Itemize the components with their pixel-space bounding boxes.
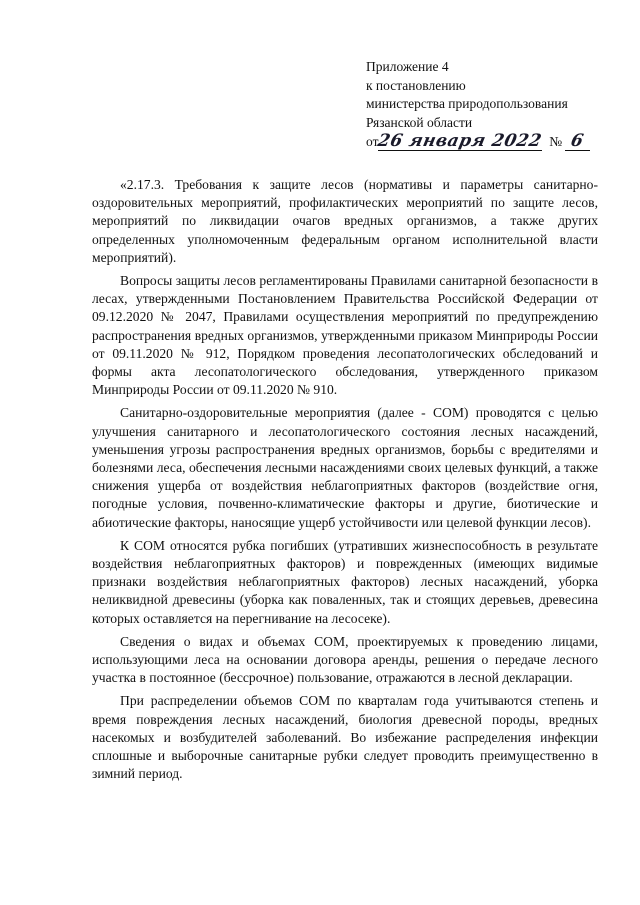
region-line: Рязанской области (366, 114, 473, 130)
appendix-title: Приложение 4 (366, 59, 449, 74)
paragraph: Санитарно-оздоровительные мероприятия (далее - СОМ) проводятся с целью улучшения санитарного и лесопатологического состояния лесных насаждений, уменьшения угрозы распространения вредных организмов, борьбы с вредителями и болезнями леса, обеспечения лесными насаждениями своих целевых функций, а также снижения ущерба от воздействия неблагоприятных факторов (воздействие огня, погодные условия, почвенно-климатические факторы и другие, биотические и абиотические факторы, наносящие ущерб устойчивости или целевой функции лесов). (92, 405, 598, 530)
paragraph: Сведения о видах и объемах СОМ, проектируемых к проведению лицами, использующими леса на основании договора аренды, решения о передаче лесного участка в постоянное (бессрочное) пользование, отражаются в лесной декларации. (92, 633, 598, 686)
number-prefix: № (549, 134, 563, 149)
document-body (92, 176, 598, 789)
document-header (366, 58, 590, 152)
paragraph: «2.17.3. Требования к защите лесов (нормативы и параметры санитарно-оздоровительных мероприятий, профилактических мероприятий по защите лесов, мероприятий по ликвидации очагов вредных организмов, а также других определенных уполномоченным федеральным органом исполнительной власти мероприятий). (92, 177, 598, 265)
ministry-line: министерства природопользования (366, 96, 568, 111)
paragraph: При распределении объемов СОМ по кварталам года учитываются степень и время повреждения лесных насаждений, биология древесной породы, вредных насекомых и возбудителей заболеваний. Во избежание распределения инфекции сплошные и выборочные санитарные рубки следует проводить преимущественно в зимний период. (92, 693, 598, 782)
appendix-ref-line: к постановлению (366, 77, 466, 93)
handwritten-date: 26 января 2022 (376, 131, 545, 151)
date-number-line (366, 132, 590, 152)
paragraph: Вопросы защиты лесов регламентированы Правилами санитарной безопасности в лесах, утвержденными Постановлением Правительства Российской Федерации от 09.12.2020 № 2047, Правилами осуществления мероприятий по предупреждению распространения вредных организмов, утвержденными приказом Минприроды России от 09.11.2020 № 912, Порядком проведения лесопатологических обследований и формы акта лесопатологического обследования, утвержденного приказом Минприроды России от 09.11.2020 № 910. (92, 273, 598, 398)
paragraph: К СОМ относятся рубка погибших (утративших жизнеспособность в результате воздействия неблагоприятных факторов) и поврежденных (имеющих видимые признаки воздействия неблагоприятных факторов) лесных насаждений, уборка неликвидной древесины (уборка как поваленных, так и стоящих деревьев, древесина которых оставляется на перегнивание на лесосеке). (92, 537, 598, 626)
handwritten-number: 6 (569, 131, 586, 151)
date-prefix: от (366, 134, 379, 149)
